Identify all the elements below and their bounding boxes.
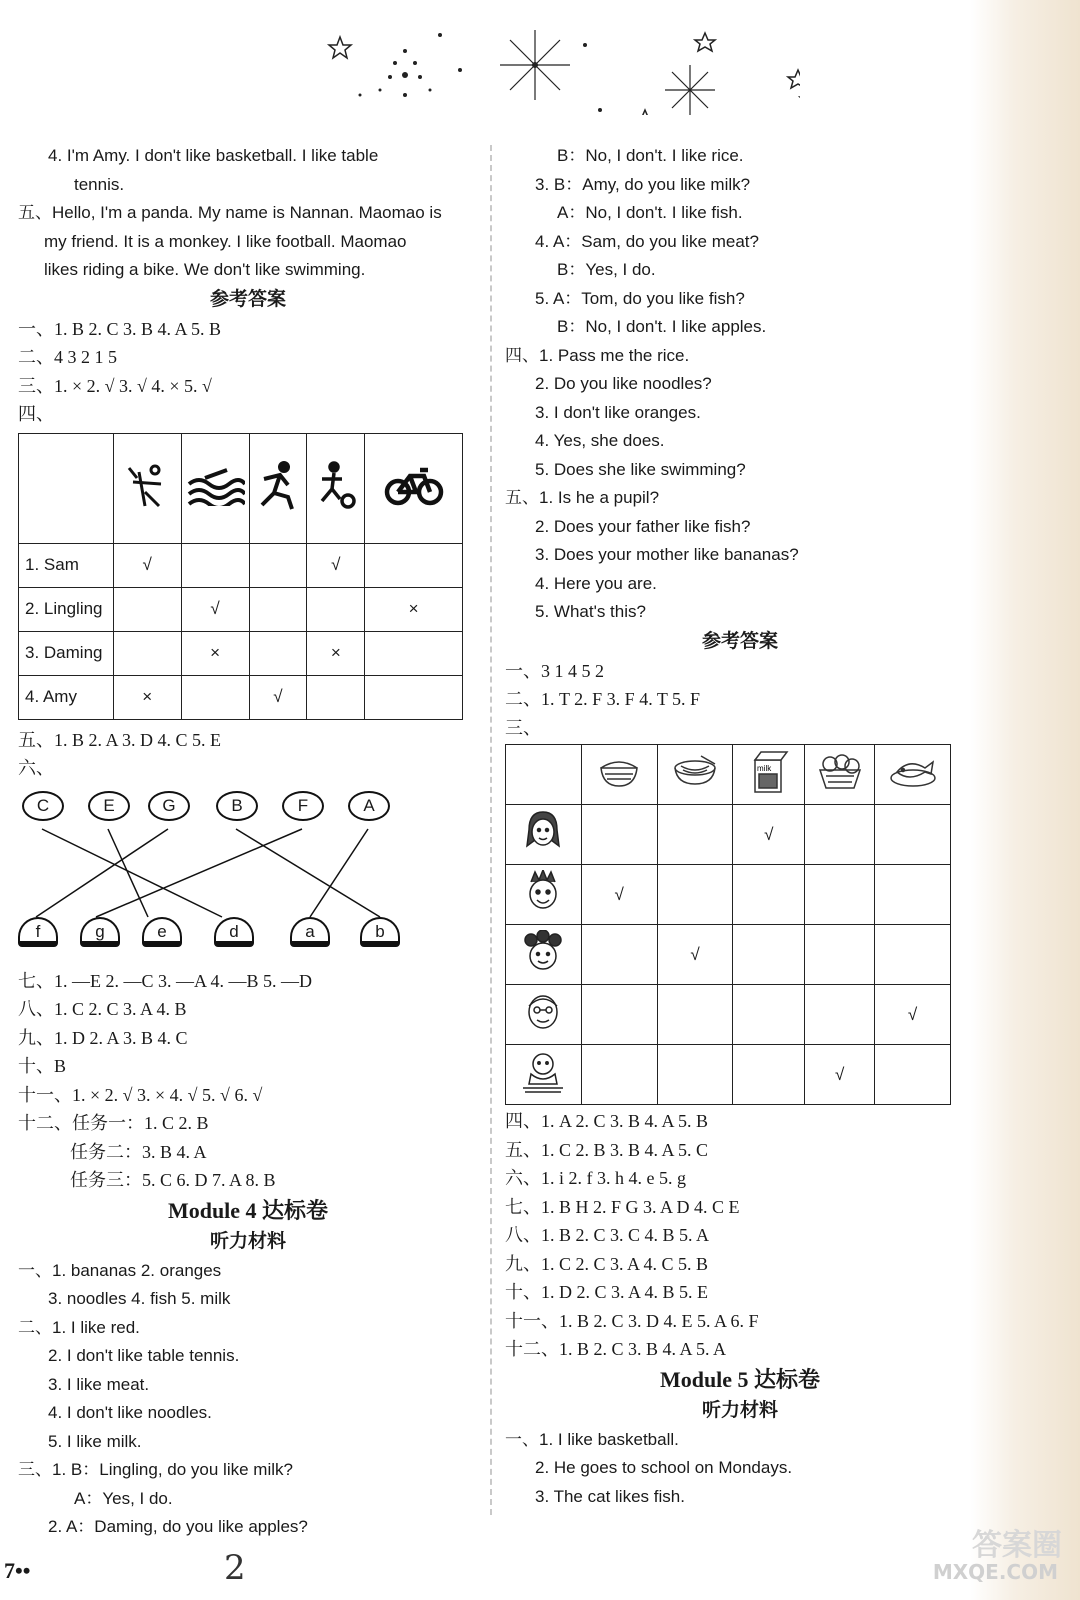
answer-line: 二、4 3 2 1 5 bbox=[18, 347, 117, 367]
mark-cell bbox=[365, 543, 463, 587]
mark-cell bbox=[113, 587, 181, 631]
text-line: 3. Does your mother like bananas? bbox=[535, 545, 799, 564]
row-name: 4. Amy bbox=[19, 675, 114, 719]
answer-line: 六、1. i 2. f 3. h 4. e 5. g bbox=[505, 1168, 686, 1188]
mark-cell bbox=[805, 985, 875, 1045]
answer-line: 六、 bbox=[18, 758, 54, 778]
table-row bbox=[506, 925, 951, 985]
football-icon bbox=[307, 433, 365, 543]
mark-cell bbox=[805, 805, 875, 865]
mark-cell bbox=[581, 925, 657, 985]
milk-label: milk bbox=[756, 764, 772, 773]
row-name: 3. Daming bbox=[19, 631, 114, 675]
text-line: 3. noodles 4. fish 5. milk bbox=[48, 1289, 231, 1308]
upper-letter-F: F bbox=[282, 791, 324, 821]
text-line: tennis. bbox=[74, 174, 125, 194]
answer-line: 八、1. C 2. C 3. A 4. B bbox=[18, 999, 187, 1019]
answer-line: 四、 bbox=[18, 404, 54, 424]
module4-title: Module 4 达标卷 bbox=[167, 1197, 329, 1223]
text-line: 3. I don't like oranges. bbox=[535, 402, 701, 422]
mark-cell: √ bbox=[307, 543, 365, 587]
table-row bbox=[506, 805, 951, 865]
right-column bbox=[505, 142, 975, 1511]
page-number: 7•• bbox=[4, 1558, 31, 1583]
upper-letter-E: E bbox=[88, 791, 130, 821]
text-line: 五、1. Is he a pupil? bbox=[505, 488, 660, 507]
mark-cell: √ bbox=[657, 925, 733, 985]
girl-face-icon bbox=[506, 805, 582, 865]
mark-cell bbox=[365, 631, 463, 675]
text-line: likes riding a bike. We don't like swimming. bbox=[44, 260, 366, 279]
text-line: 3. I like meat. bbox=[48, 1374, 150, 1394]
text-line: 2. Do you like noodles? bbox=[535, 374, 712, 393]
answer-line: 十、1. D 2. C 3. A 4. B 5. E bbox=[505, 1282, 709, 1302]
text-line: 4. I don't like noodles. bbox=[48, 1403, 212, 1422]
boy-face-icon bbox=[506, 865, 582, 925]
answer-line: 九、1. D 2. A 3. B 4. C bbox=[18, 1027, 188, 1048]
text-line: B：No, I don't. I like rice. bbox=[557, 146, 744, 165]
food-table bbox=[505, 744, 951, 1105]
text-line: 三、1. B：Lingling, do you like milk? bbox=[18, 1460, 293, 1479]
answer-line: 任务二：3. B 4. A bbox=[70, 1141, 207, 1162]
mark-cell: × bbox=[365, 587, 463, 631]
mark-cell: √ bbox=[581, 865, 657, 925]
text-line: 4. Here you are. bbox=[535, 573, 657, 593]
mark-cell bbox=[733, 1045, 805, 1105]
answer-line: 十一、1. × 2. √ 3. × 4. √ 5. √ 6. √ bbox=[18, 1084, 263, 1105]
answer-line: 五、1. B 2. A 3. D 4. C 5. E bbox=[18, 729, 222, 750]
handwritten-note: 2 bbox=[224, 1548, 246, 1588]
upper-letter-A: A bbox=[348, 791, 390, 821]
row-name: 2. Lingling bbox=[19, 587, 114, 631]
text-line: 2. Does your father like fish? bbox=[535, 516, 751, 536]
text-line: 5. I like milk. bbox=[48, 1431, 142, 1451]
mark-cell bbox=[249, 543, 307, 587]
lower-letter-d: d bbox=[214, 917, 254, 947]
noodles-icon bbox=[657, 745, 733, 805]
mark-cell bbox=[657, 1045, 733, 1105]
text-line: 一、1. I like basketball. bbox=[505, 1429, 679, 1449]
mark-cell bbox=[113, 631, 181, 675]
swimming-icon bbox=[181, 433, 249, 543]
mark-cell bbox=[733, 985, 805, 1045]
mark-cell bbox=[875, 925, 951, 985]
mark-cell bbox=[875, 865, 951, 925]
running-icon bbox=[249, 433, 307, 543]
mark-cell bbox=[581, 985, 657, 1045]
answer-line: 五、1. C 2. B 3. B 4. A 5. C bbox=[505, 1139, 709, 1160]
mark-cell: √ bbox=[181, 587, 249, 631]
man-face-icon bbox=[506, 985, 582, 1045]
table-row bbox=[506, 1045, 951, 1105]
watermark-url: MXQE.COM bbox=[932, 1560, 1058, 1584]
text-line: my friend. It is a monkey. I like football. Maomao bbox=[44, 231, 407, 251]
table-row bbox=[19, 587, 463, 631]
answer-line: 十二、任务一：1. C 2. B bbox=[18, 1113, 209, 1133]
matching-exercise bbox=[18, 787, 458, 967]
mark-cell bbox=[657, 805, 733, 865]
decorative-border bbox=[970, 0, 1080, 1600]
text-line: 一、1. bananas 2. oranges bbox=[18, 1260, 222, 1280]
fish-plate-icon bbox=[875, 745, 951, 805]
text-line: 3. B：Amy, do you like milk? bbox=[535, 174, 751, 194]
table-header-empty bbox=[506, 745, 582, 805]
listening-heading: 听力材料 bbox=[209, 1230, 286, 1252]
mark-cell: × bbox=[113, 675, 181, 719]
mark-cell bbox=[805, 925, 875, 985]
text-line: 2. A：Daming, do you like apples? bbox=[48, 1517, 308, 1536]
baby-icon bbox=[506, 1045, 582, 1105]
answer-line: 九、1. C 2. C 3. A 4. C 5. B bbox=[505, 1253, 709, 1274]
answer-line: 二、1. T 2. F 3. F 4. T 5. F bbox=[505, 689, 701, 709]
lower-letter-b: b bbox=[360, 917, 400, 947]
answer-line: 七、1. B H 2. F G 3. A D 4. C E bbox=[505, 1196, 740, 1217]
answer-line: 任务三：5. C 6. D 7. A 8. B bbox=[70, 1170, 276, 1190]
text-line: A：No, I don't. I like fish. bbox=[557, 203, 743, 222]
text-line: 5. Does she like swimming? bbox=[535, 459, 746, 479]
text-line: A：Yes, I do. bbox=[74, 1488, 173, 1508]
mark-cell bbox=[181, 675, 249, 719]
module5-title: Module 5 达标卷 bbox=[659, 1366, 821, 1392]
answer-line: 七、1. —E 2. —C 3. —A 4. —B 5. —D bbox=[18, 970, 313, 991]
text-line: 2. I don't like table tennis. bbox=[48, 1346, 240, 1365]
answer-line: 八、1. B 2. C 3. C 4. B 5. A bbox=[505, 1225, 710, 1245]
answer-line: 十二、1. B 2. C 3. B 4. A 5. A bbox=[505, 1339, 727, 1359]
mark-cell bbox=[307, 587, 365, 631]
text-line: 5. A：Tom, do you like fish? bbox=[535, 288, 745, 308]
text-line: 4. Yes, she does. bbox=[535, 431, 665, 450]
mark-cell bbox=[307, 675, 365, 719]
lower-letter-g: g bbox=[80, 917, 120, 947]
lower-letter-e: e bbox=[142, 917, 182, 947]
mark-cell: √ bbox=[875, 985, 951, 1045]
answer-line: 三、 bbox=[505, 717, 541, 738]
sports-table bbox=[18, 433, 463, 720]
answer-line: 四、1. A 2. C 3. B 4. A 5. B bbox=[505, 1111, 709, 1131]
mark-cell: × bbox=[307, 631, 365, 675]
lower-letter-f: f bbox=[18, 917, 58, 947]
column-divider bbox=[490, 145, 492, 1515]
table-header-empty bbox=[19, 433, 114, 543]
mark-cell bbox=[249, 587, 307, 631]
mark-cell bbox=[733, 865, 805, 925]
mark-cell bbox=[365, 675, 463, 719]
answers-heading: 参考答案 bbox=[209, 288, 286, 310]
answer-line: 三、1. × 2. √ 3. √ 4. × 5. √ bbox=[18, 375, 212, 396]
table-row bbox=[506, 865, 951, 925]
answers-heading: 参考答案 bbox=[701, 630, 778, 652]
mark-cell bbox=[657, 985, 733, 1045]
text-line: 4. A：Sam, do you like meat? bbox=[535, 231, 759, 251]
table-row bbox=[19, 543, 463, 587]
text-line: 四、1. Pass me the rice. bbox=[505, 345, 690, 365]
left-column bbox=[18, 142, 478, 1542]
upper-letter-B: B bbox=[216, 791, 258, 821]
text-line: 5. What's this? bbox=[535, 602, 646, 621]
table-row bbox=[19, 631, 463, 675]
mark-cell bbox=[249, 631, 307, 675]
lower-letter-a: a bbox=[290, 917, 330, 947]
mark-cell: √ bbox=[805, 1045, 875, 1105]
mark-cell: × bbox=[181, 631, 249, 675]
stars-decoration-icon bbox=[320, 15, 800, 115]
table-row bbox=[19, 675, 463, 719]
rice-bowl-icon bbox=[581, 745, 657, 805]
mark-cell bbox=[581, 1045, 657, 1105]
mark-cell bbox=[581, 805, 657, 865]
mark-cell: √ bbox=[113, 543, 181, 587]
milk-carton-icon bbox=[733, 745, 805, 805]
answer-line: 十一、1. B 2. C 3. D 4. E 5. A 6. F bbox=[505, 1310, 759, 1331]
mark-cell bbox=[657, 865, 733, 925]
upper-letter-G: G bbox=[148, 791, 190, 821]
listening-heading: 听力材料 bbox=[701, 1399, 778, 1421]
mark-cell bbox=[181, 543, 249, 587]
mark-cell bbox=[805, 865, 875, 925]
text-line: 2. He goes to school on Mondays. bbox=[535, 1458, 793, 1477]
text-line: 五、Hello, I'm a panda. My name is Nannan. Maomao is bbox=[18, 203, 442, 222]
badminton-icon bbox=[113, 433, 181, 543]
answer-line: 一、3 1 4 5 2 bbox=[505, 660, 604, 681]
mark-cell bbox=[875, 1045, 951, 1105]
mark-cell: √ bbox=[249, 675, 307, 719]
text-line: 二、1. I like red. bbox=[18, 1317, 140, 1337]
text-line: 3. The cat likes fish. bbox=[535, 1486, 685, 1506]
answer-line: 一、1. B 2. C 3. B 4. A 5. B bbox=[18, 318, 222, 339]
cycling-icon bbox=[365, 433, 463, 543]
row-name: 1. Sam bbox=[19, 543, 114, 587]
text-line: 4. I'm Amy. I don't like basketball. I like table bbox=[48, 146, 379, 165]
fruit-basket-icon bbox=[805, 745, 875, 805]
text-line: B：Yes, I do. bbox=[557, 260, 656, 279]
text-line: B：No, I don't. I like apples. bbox=[557, 317, 767, 336]
mark-cell: √ bbox=[733, 805, 805, 865]
curly-girl-face-icon bbox=[506, 925, 582, 985]
table-row bbox=[506, 985, 951, 1045]
watermark: 答案圈 bbox=[972, 1528, 1062, 1563]
upper-letter-C: C bbox=[22, 791, 64, 821]
answer-line: 十、B bbox=[18, 1056, 67, 1076]
mark-cell bbox=[875, 805, 951, 865]
mark-cell bbox=[733, 925, 805, 985]
